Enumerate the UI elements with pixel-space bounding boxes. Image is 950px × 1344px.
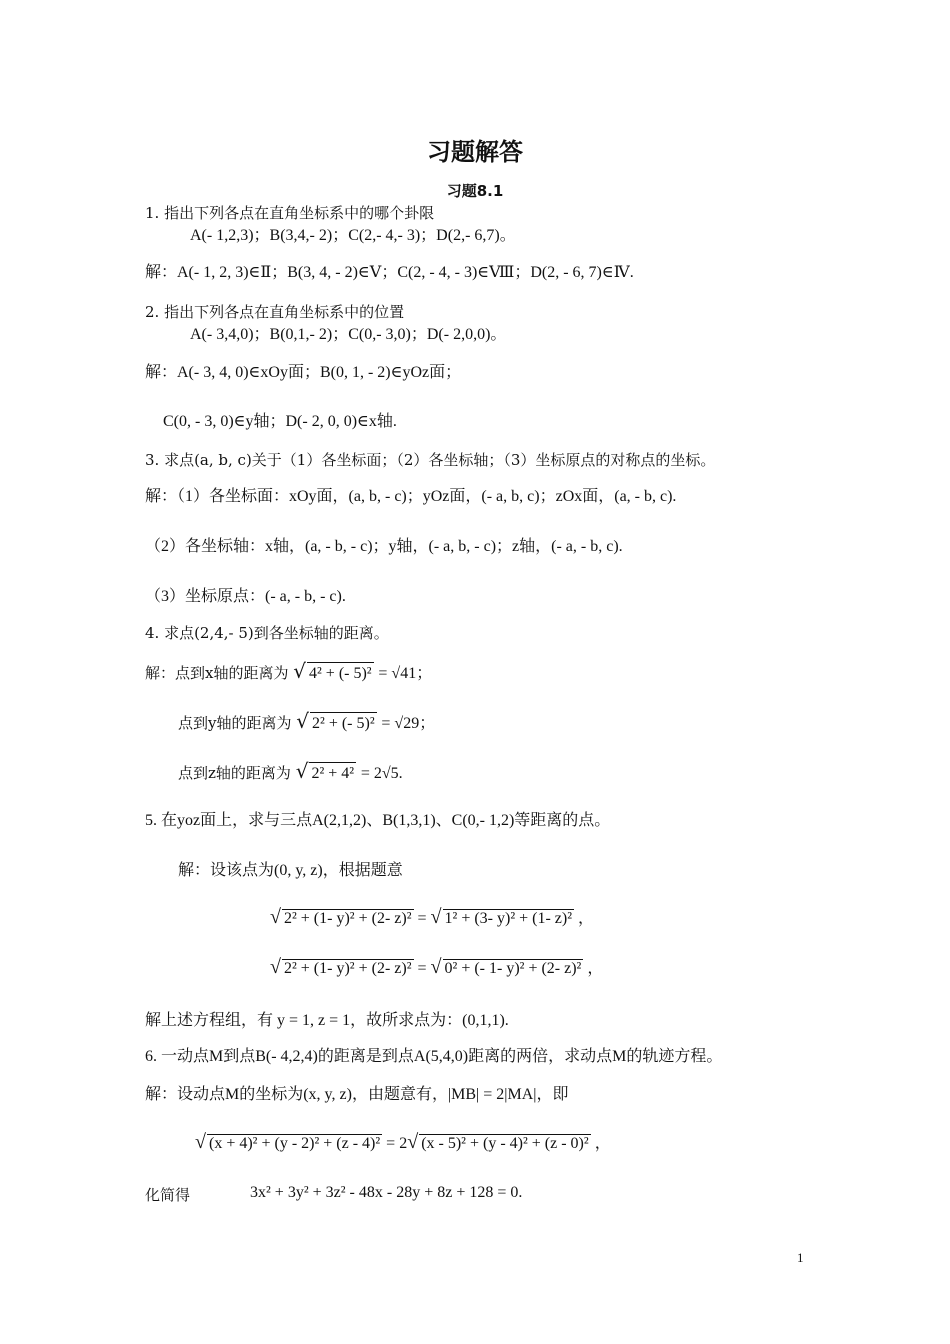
- answer-5-equation-1: √ 2² + (1- y)² + (2- z)² = √ 1² + (3- y)² + (1- z)² ，: [270, 906, 595, 928]
- question-1: 1. 指出下列各点在直角坐标系中的哪个卦限: [145, 204, 435, 222]
- answer-5-equation-2: √ 2² + (1- y)² + (2- z)² = √ 0² + (- 1- y)² + (2- z)² ，: [270, 956, 604, 978]
- sqrt-icon: √: [430, 906, 442, 928]
- answer-4-y: [178, 710, 435, 735]
- answer-5-eq2-right: 0² + (- 1- y)² + (2- z)²: [444, 960, 582, 977]
- question-6: 6. 一动点M到点B(- 4,2,4)的距离是到点A(5,4,0)距离的两倍，求动点M的轨迹方程。: [145, 1048, 723, 1065]
- answer-5-eq1-right: 1² + (3- y)² + (1- z)²: [444, 910, 573, 927]
- answer-1: 解：A(- 1, 2, 3)∈Ⅱ；B(3, 4, - 2)∈Ⅴ；C(2, - 4, - 3)∈Ⅷ；D(2, - 6, 7)∈Ⅳ.: [145, 264, 634, 281]
- answer-5-eq2-left: 2² + (1- y)² + (2- z)²: [283, 960, 412, 977]
- sqrt-icon: √: [295, 759, 309, 783]
- answer-4-z-label: 点到z轴的距离为: [178, 764, 291, 782]
- answer-6-simplify-label: 化简得: [145, 1186, 191, 1204]
- answer-4-y-value: = √29；: [381, 715, 436, 732]
- sqrt-icon: √: [407, 1131, 419, 1153]
- answer-6-equation: √ (x + 4)² + (y - 2)² + (z - 4)² = 2√ (x - 5)² + (y - 4)² + (z - 0)² ，: [195, 1131, 611, 1153]
- sqrt-icon: √: [293, 659, 306, 683]
- answer-5-eq1-left: 2² + (1- y)² + (2- z)²: [283, 910, 412, 927]
- sqrt-icon: √: [270, 956, 281, 978]
- answer-4-x: [145, 660, 432, 685]
- sqrt-icon: √: [296, 709, 310, 733]
- answer-4-x-value: = √41；: [378, 665, 433, 682]
- question-2: 2. 指出下列各点在直角坐标系中的位置: [145, 303, 405, 321]
- answer-4-x-expr: 4² + (- 5)²: [307, 662, 374, 685]
- question-1-points: A(- 1,2,3)；B(3,4,- 2)；C(2,- 4,- 3)；D(2,- 6,7)。: [190, 227, 516, 244]
- sqrt-icon: √: [270, 906, 281, 928]
- answer-2-line-1: 解：A(- 3, 4, 0)∈xOy面；B(0, 1, - 2)∈yOz面；: [145, 364, 462, 381]
- sqrt-icon: √: [430, 956, 442, 978]
- document-title: 习题解答: [427, 138, 523, 166]
- answer-6-eq-left: (x + 4)² + (y - 2)² + (z - 4)²: [208, 1135, 381, 1152]
- answer-4-z-value: = 2√5.: [360, 765, 403, 782]
- answer-4-y-label: 点到y轴的距离为: [178, 714, 292, 732]
- answer-5-result: 解上述方程组，有 y = 1, z = 1，故所求点为：(0,1,1).: [145, 1012, 509, 1029]
- answer-4-x-label: 解：点到x轴的距离为: [145, 664, 289, 682]
- answer-6-setup: 解：设动点M的坐标为(x, y, z)，由题意有，|MB| = 2|MA|，即: [145, 1086, 569, 1103]
- question-3: 3. 求点(a, b, c)关于（1）各坐标面；（2）各坐标轴；（3）坐标原点的对称点的坐标。: [145, 451, 716, 469]
- answer-6-simplified-equation: 3x² + 3y² + 3z² - 48x - 28y + 8z + 128 = 0.: [250, 1184, 523, 1201]
- question-4: 4. 求点(2,4,- 5)到各坐标轴的距离。: [145, 624, 389, 642]
- answer-5-setup: 解：设该点为(0, y, z)，根据题意: [178, 862, 403, 879]
- answer-4-y-expr: 2² + (- 5)²: [310, 712, 377, 735]
- sqrt-icon: √: [195, 1131, 206, 1153]
- answer-3-planes: 解：（1）各坐标面：xOy面，(a, b, - c)；yOz面，(- a, b, c)；zOx面，(a, - b, c).: [145, 488, 677, 505]
- answer-3-origin: （3）坐标原点：(- a, - b, - c).: [145, 588, 346, 605]
- answer-4-z: [178, 760, 403, 785]
- question-2-points: A(- 3,4,0)；B(0,1,- 2)；C(0,- 3,0)；D(- 2,0,0)。: [190, 326, 507, 343]
- page-number: 1: [797, 1250, 804, 1265]
- answer-2-line-2: C(0, - 3, 0)∈y轴；D(- 2, 0, 0)∈x轴.: [163, 413, 397, 430]
- answer-4-z-expr: 2² + 4²: [309, 762, 356, 785]
- question-5: 5. 在yoz面上，求与三点A(2,1,2)、B(1,3,1)、C(0,- 1,2)等距离的点。: [145, 812, 611, 829]
- section-title: 习题8.1: [446, 182, 504, 200]
- answer-6-eq-right: (x - 5)² + (y - 4)² + (z - 0)²: [421, 1135, 589, 1152]
- answer-3-axes: （2）各坐标轴：x轴，(a, - b, - c)；y轴，(- a, b, - c)；z轴，(- a, - b, c).: [145, 538, 623, 555]
